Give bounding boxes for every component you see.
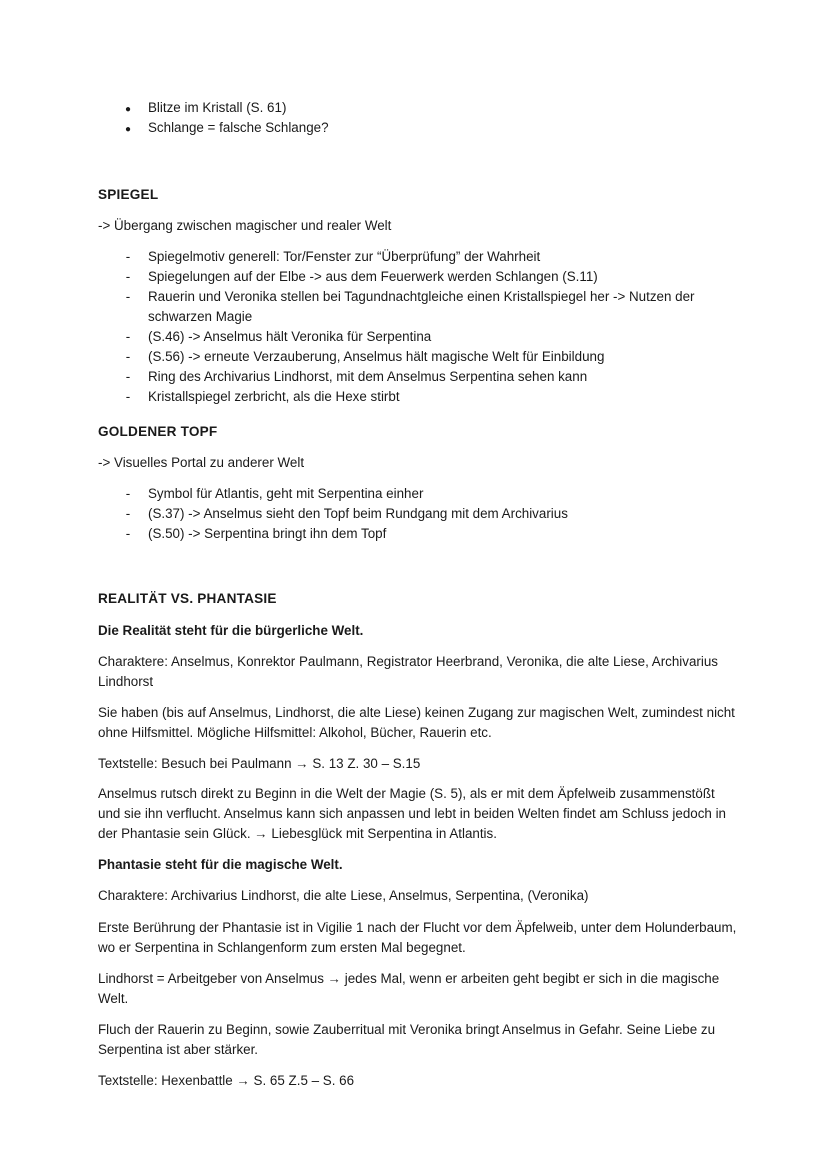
topf-intro: -> Visuelles Portal zu anderer Welt [98,455,305,470]
dash-icon [120,484,136,504]
paragraph: Charaktere: Archivarius Lindhorst, die alte Liese, Anselmus, Serpentina, (Veronika) [98,888,589,903]
dash-icon [120,524,136,544]
list-item: - (S.50) -> Serpentina bringt ihn dem Topf [120,524,740,544]
paragraph: Fluch der Rauerin zu Beginn, sowie Zauberritual mit Veronika bringt Anselmus in Gefahr. Seine Liebe zu Serpentina ist aber stärker. [98,1022,716,1057]
spiegel-intro: -> Übergang zwischen magischer und realer Welt [98,218,392,233]
paragraph: Erste Berührung der Phantasie ist in Vigilie 1 nach der Flucht vor dem Äpfelweib, unter dem Holunderbaum, wo er Serpentina in Schlangenform zum ersten Mal begegnet. [98,920,737,955]
bullet-icon [120,98,136,120]
list-item: - (S.56) -> erneute Verzauberung, Anselmus hält magische Welt für Einbildung [120,347,740,367]
dash-icon [120,327,136,347]
dash-icon [120,247,136,267]
list-item: - Ring des Archivarius Lindhorst, mit dem Anselmus Serpentina sehen kann [120,367,740,387]
bullet-icon [120,118,136,140]
paragraph: Lindhorst = Arbeitgeber von Anselmus → jedes Mal, wenn er arbeiten geht begibt er sich in die magische Welt. [98,971,720,1006]
paragraph: Textstelle: Besuch bei Paulmann → S. 13 Z. 30 – S.15 [98,756,421,771]
list-item: ● Schlange = falsche Schlange? [120,118,740,138]
phantasie-subheading: Phantasie steht für die magische Welt. [98,857,343,872]
paragraph: Sie haben (bis auf Anselmus, Lindhorst, die alte Liese) keinen Zugang zur magischen Welt, zumindest nicht ohne Hilfsmittel. Mögliche Hilfsmittel: Alkohol, Bücher, Rauerin etc. [98,705,735,740]
list-item: - Symbol für Atlantis, geht mit Serpentina einher [120,484,740,504]
spiegel-heading: SPIEGEL [98,187,159,202]
realitaet-subheading: Die Realität steht für die bürgerliche Welt. [98,623,364,638]
list-item: - Rauerin und Veronika stellen bei Tagundnachtgleiche einen Kristallspiegel her -> Nutzen der schwarzen Magie [120,287,740,327]
topf-list [120,484,740,544]
dash-icon [120,347,136,367]
list-item: - Spiegelmotiv generell: Tor/Fenster zur “Überprüfung” der Wahrheit [120,247,740,267]
dash-icon [120,287,136,307]
dash-icon [120,367,136,387]
list-item: - Kristallspiegel zerbricht, als die Hexe stirbt [120,387,740,407]
paragraph: Textstelle: Hexenbattle → S. 65 Z.5 – S. 66 [98,1073,355,1088]
top-bullet-list [120,98,740,138]
topf-heading: GOLDENER TOPF [98,424,218,439]
list-item: - Spiegelungen auf der Elbe -> aus dem Feuerwerk werden Schlangen (S.11) [120,267,740,287]
list-item: - (S.37) -> Anselmus sieht den Topf beim Rundgang mit dem Archivarius [120,504,740,524]
paragraph: Charaktere: Anselmus, Konrektor Paulmann, Registrator Heerbrand, Veronika, die alte Liese, Archivarius Lindhorst [98,654,719,689]
list-item: - (S.46) -> Anselmus hält Veronika für Serpentina [120,327,740,347]
paragraph: Anselmus rutsch direkt zu Beginn in die Welt der Magie (S. 5), als er mit dem Äpfelweib zusammenstößt und sie ihn verflucht. Anselmus kann sich anpassen und lebt in beiden Welten findet am Schluss jedoch in der Phantasie sein Glück. → Liebesglück mit Serpentina in Atlantis. [98,786,727,841]
realitaet-heading: REALITÄT VS. PHANTASIE [98,591,277,606]
dash-icon [120,504,136,524]
dash-icon [120,387,136,407]
dash-icon [120,267,136,287]
spiegel-list [120,247,740,407]
list-item: ● Blitze im Kristall (S. 61) [120,98,740,118]
